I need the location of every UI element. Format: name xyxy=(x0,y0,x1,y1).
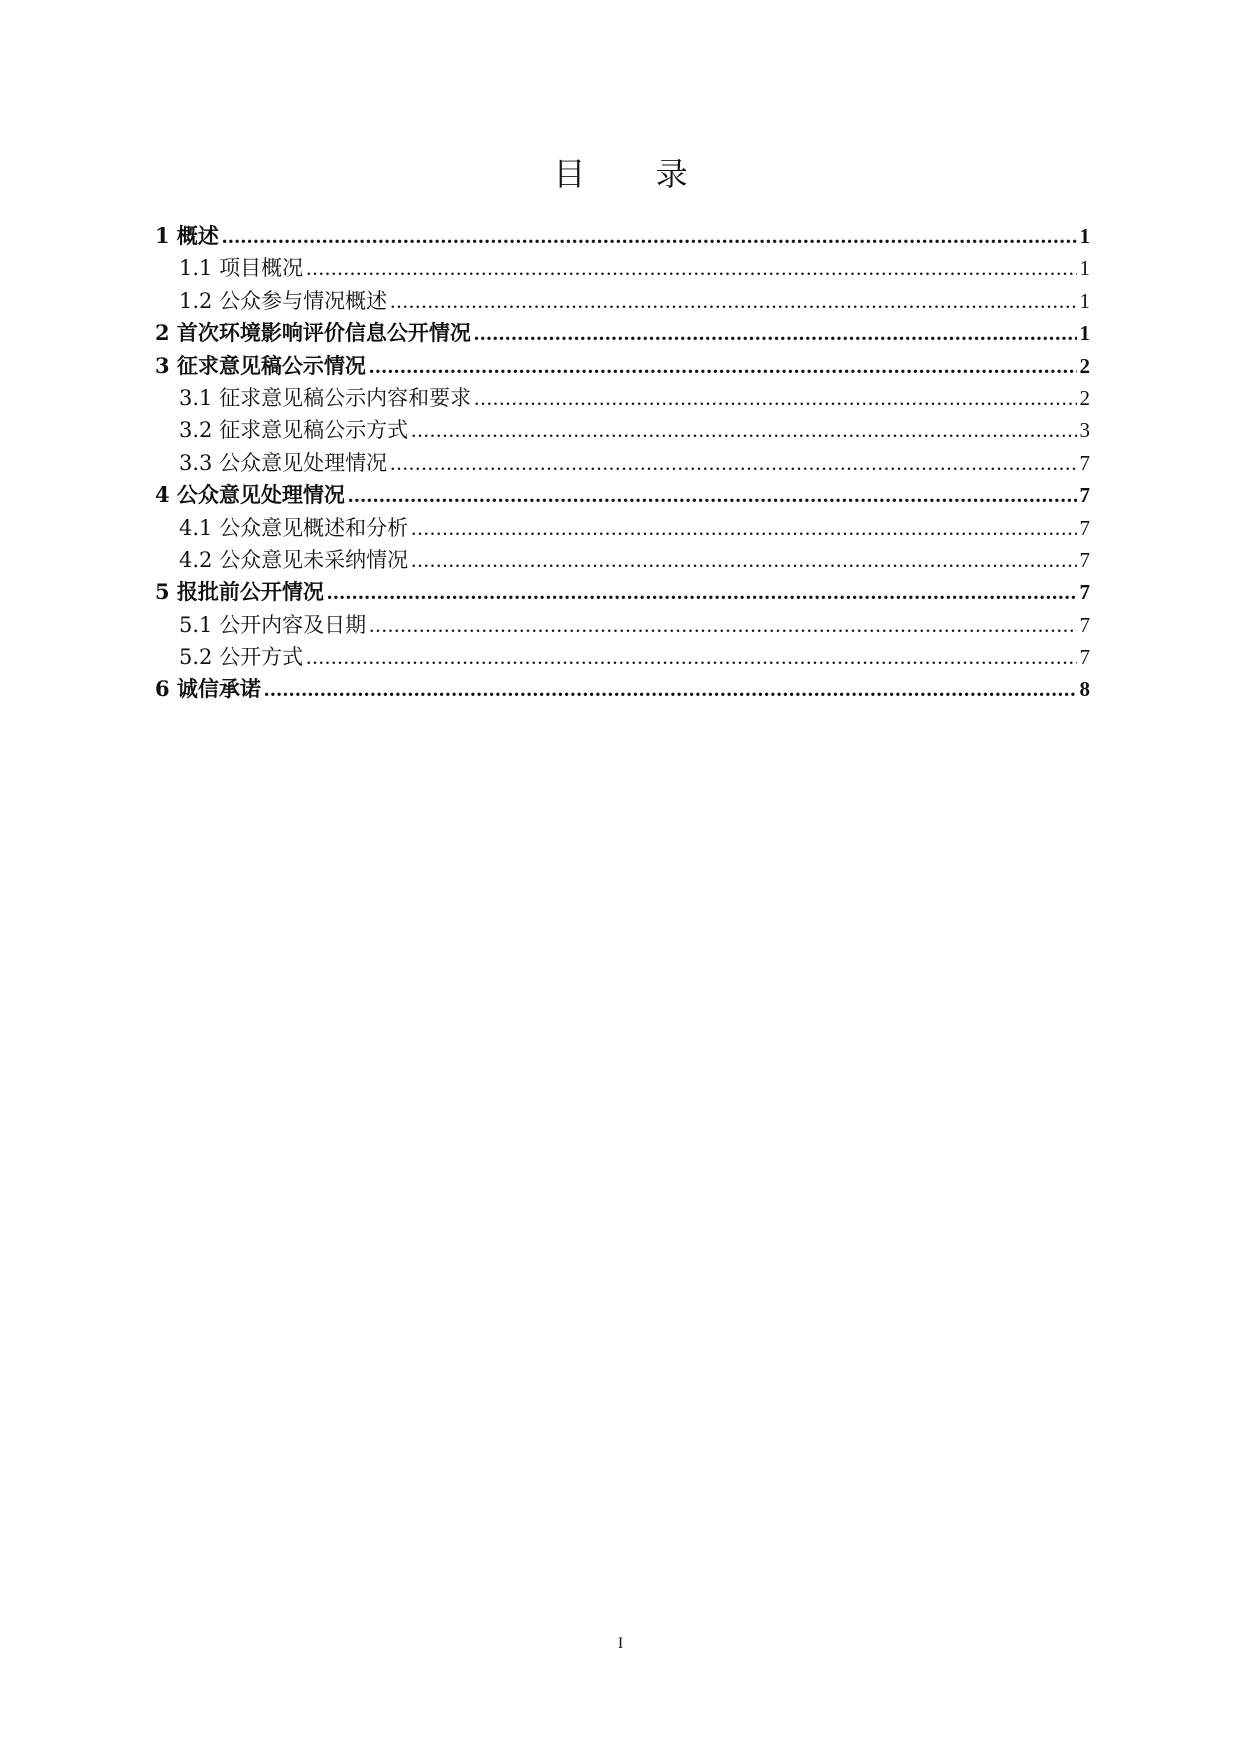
toc-entry-label: 1.1 项目概况 xyxy=(179,256,304,281)
toc-entry-label: 6 诚信承诺 xyxy=(155,676,261,702)
toc-entry-label: 4.2 公众意见未采纳情况 xyxy=(179,547,409,572)
toc-entry-page: 8 xyxy=(1079,677,1090,702)
dot-leader xyxy=(306,641,1076,673)
toc-entry-page: 1 xyxy=(1079,256,1090,281)
toc-entry-label: 1 概述 xyxy=(155,223,219,248)
dot-leader xyxy=(411,512,1076,544)
toc-entry-page: 7 xyxy=(1079,547,1090,572)
dot-leader xyxy=(474,382,1076,414)
toc-entry-page: 7 xyxy=(1079,645,1090,670)
toc-entry-1-1[interactable] xyxy=(155,252,1090,284)
dot-leader xyxy=(222,220,1077,252)
toc-entry-label: 1.2 公众参与情况概述 xyxy=(179,288,388,313)
toc-entry-page: 2 xyxy=(1079,353,1090,378)
dot-leader xyxy=(327,576,1077,608)
toc-entry-label: 2 首次环境影响评价信息公开情况 xyxy=(155,320,471,346)
toc-entry-page: 1 xyxy=(1079,224,1090,248)
toc-entry-5[interactable] xyxy=(155,576,1090,608)
toc-entry-page: 7 xyxy=(1079,450,1090,475)
toc-entry-3[interactable] xyxy=(155,350,1090,382)
dot-leader xyxy=(390,285,1076,317)
toc-entry-3-1[interactable] xyxy=(155,382,1090,414)
toc-entry-label: 5.2 公开方式 xyxy=(179,645,304,670)
toc-entry-page: 7 xyxy=(1079,515,1090,540)
toc-entry-4[interactable] xyxy=(155,479,1090,511)
toc-entry-label: 4 公众意见处理情况 xyxy=(155,482,345,508)
dot-leader xyxy=(390,447,1076,479)
dot-leader xyxy=(369,609,1076,641)
dot-leader xyxy=(348,479,1077,511)
toc-entry-label: 4.1 公众意见概述和分析 xyxy=(179,515,409,540)
toc-entry-6[interactable] xyxy=(155,673,1090,705)
toc-entry-page: 7 xyxy=(1079,580,1090,605)
dot-leader xyxy=(411,544,1076,576)
toc-entry-page: 3 xyxy=(1079,418,1090,443)
toc-entry-page: 7 xyxy=(1079,483,1090,508)
toc-entry-label: 3.3 公众意见处理情况 xyxy=(179,450,388,475)
toc-entry-page: 2 xyxy=(1079,385,1090,410)
dot-leader xyxy=(474,317,1077,349)
toc-entry-label: 5.1 公开内容及日期 xyxy=(179,612,367,637)
table-of-contents xyxy=(155,220,1090,706)
toc-entry-1[interactable] xyxy=(155,220,1090,252)
toc-entry-page: 1 xyxy=(1079,321,1090,346)
dot-leader xyxy=(306,252,1076,284)
page-number: I xyxy=(617,1635,624,1652)
toc-entry-1-2[interactable] xyxy=(155,285,1090,317)
toc-entry-label: 3 征求意见稿公示情况 xyxy=(155,352,366,378)
dot-leader xyxy=(411,414,1076,446)
dot-leader xyxy=(264,673,1077,705)
toc-title: 目 录 xyxy=(553,155,718,193)
toc-entry-3-3[interactable] xyxy=(155,447,1090,479)
toc-entry-5-1[interactable] xyxy=(155,609,1090,641)
dot-leader xyxy=(369,350,1077,382)
toc-entry-page: 7 xyxy=(1079,612,1090,637)
toc-entry-label: 5 报批前公开情况 xyxy=(155,579,324,605)
toc-entry-label: 3.1 征求意见稿公示内容和要求 xyxy=(179,385,472,410)
toc-entry-page: 1 xyxy=(1079,288,1090,313)
toc-entry-5-2[interactable] xyxy=(155,641,1090,673)
toc-entry-3-2[interactable] xyxy=(155,414,1090,446)
toc-entry-2[interactable] xyxy=(155,317,1090,349)
toc-entry-label: 3.2 征求意见稿公示方式 xyxy=(179,418,409,443)
toc-entry-4-2[interactable] xyxy=(155,544,1090,576)
toc-entry-4-1[interactable] xyxy=(155,512,1090,544)
